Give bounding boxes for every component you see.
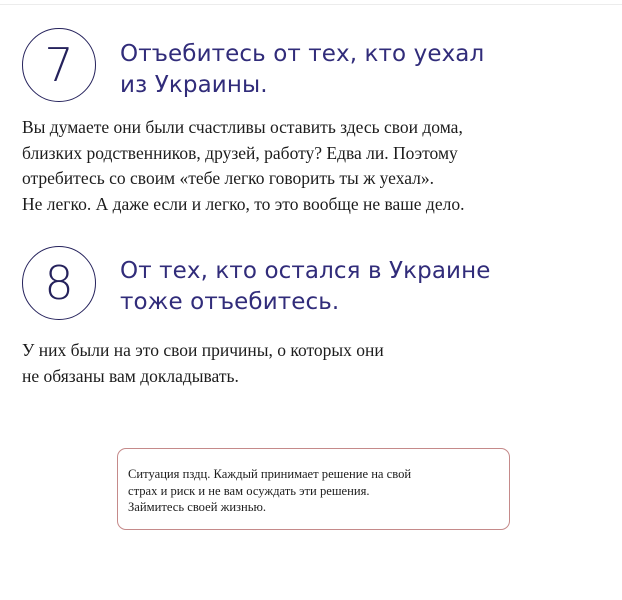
section-7-body-line: отребитесь со своим «тебе легко говорить ты ж уехал».: [22, 168, 435, 188]
section-8-heading-line: тоже отъебитесь.: [120, 289, 340, 315]
section-8-body-line: У них были на это свои причины, о которых они: [22, 340, 384, 360]
section-8-heading: [120, 256, 490, 318]
section-7-body-line: Не легко. А даже если и легко, то это вообще не ваше дело.: [22, 193, 465, 214]
top-divider: [0, 4, 622, 5]
section-8-body: [22, 338, 384, 389]
note-line: страх и риск и не вам осуждать эти решения.: [128, 483, 370, 498]
note-line: Ситуация пздц. Каждый принимает решение на свой: [128, 467, 412, 481]
section-7-heading-line: из Украины.: [120, 72, 268, 98]
section-7-heading-line: Отъебитесь от тех, кто уехал: [120, 41, 485, 67]
section-7-body: [22, 115, 464, 217]
note-line: Займитесь своей жизнью.: [128, 500, 267, 514]
section-7-body-line: близких родственников, друзей, работу? Едва ли. Поэтому: [22, 142, 458, 163]
section-7-body-line: Вы думаете они были счастливы оставить здесь свои дома,: [22, 117, 463, 137]
section-8-number-circle: [22, 246, 96, 320]
section-8-heading-line: От тех, кто остался в Украине: [120, 258, 491, 284]
note-box: [117, 448, 510, 530]
section-8-body-line: не обязаны вам докладывать.: [22, 365, 239, 386]
section-8-number: 8: [44, 256, 74, 310]
section-7-number: 7: [44, 38, 74, 92]
section-7-number-circle: [22, 28, 96, 102]
section-7-heading: [120, 39, 484, 101]
